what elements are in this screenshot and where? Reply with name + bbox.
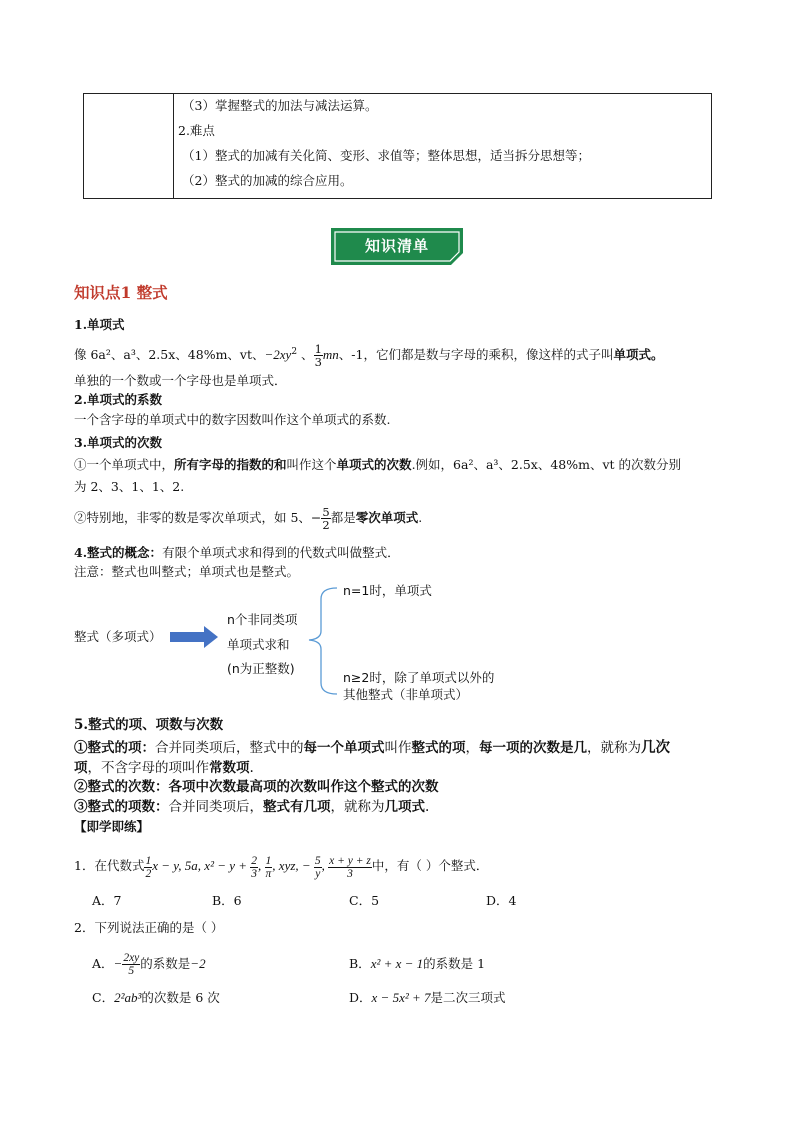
- text: 有限个单项式求和得到的代数式叫做整式．: [162, 545, 400, 560]
- term-bold: 零次单项式: [355, 510, 419, 525]
- table-row: 2.难点: [178, 123, 215, 138]
- paragraph: [74, 544, 400, 562]
- text: 是二次三项式: [430, 990, 506, 1005]
- diagram-case-top: n=1时，单项式: [343, 583, 432, 598]
- section-heading: 5.整式的项、项数与次数: [74, 717, 224, 733]
- term-bold: 所有字母的指数的和: [174, 457, 287, 472]
- section-heading: 1.单项式: [74, 317, 125, 332]
- diagram-left-label: 整式（多项式）: [74, 629, 162, 644]
- math-expr: 2²ab³: [114, 990, 142, 1005]
- question-2: 2．下列说法正确的是（ ）: [74, 920, 224, 935]
- text: 叫作: [384, 740, 412, 756]
- paragraph: [74, 739, 670, 757]
- paragraph: [74, 500, 422, 536]
- monomial-definition: [74, 339, 663, 369]
- term-bold: 单项式。: [613, 347, 664, 363]
- exponent: 2: [291, 347, 298, 357]
- text: 像 6a²、a³、2.5x、48%m、vt、: [74, 347, 265, 363]
- option: D．4: [486, 893, 517, 908]
- denominator: 2: [322, 518, 330, 532]
- math-expr: −2xy: [264, 347, 292, 363]
- option-label: D．: [349, 990, 372, 1005]
- term-bold: 整式的项: [411, 740, 466, 756]
- section-heading: 4.整式的概念：: [74, 545, 163, 560]
- paragraph: [74, 798, 429, 816]
- paragraph: [74, 759, 254, 777]
- math-expr: x − 5x² + 7: [371, 990, 431, 1005]
- question-tail: 中，有（ ）个整式．: [371, 858, 489, 873]
- banner-title: 知识清单: [364, 237, 429, 255]
- question-1: [74, 848, 488, 884]
- text: .例如，6a²、a³、2.5x、48%m、vt 的次数分别: [411, 457, 682, 472]
- denominator: 5: [128, 965, 135, 977]
- math-expr: x² + x − 1: [370, 956, 424, 971]
- objectives-table: [83, 93, 712, 199]
- diagram-mid-line: n个非同类项: [227, 612, 298, 627]
- term-bold: 项: [74, 760, 88, 776]
- paragraph: 为 2、3、1、1、2.: [74, 479, 185, 494]
- term-bold: ②整式的次数：: [74, 779, 169, 795]
- fraction: [321, 506, 330, 531]
- term-bold: 单项式的次数: [336, 457, 412, 472]
- diagram-case-bottom: 其他整式（非单项式）: [343, 687, 469, 702]
- table-row: （2）整式的加减的综合应用。: [182, 173, 353, 188]
- text: ，: [465, 740, 479, 756]
- text: .: [425, 799, 430, 815]
- option: [349, 955, 485, 973]
- numerator: 1: [314, 342, 322, 357]
- question-lead: 1．在代数式: [74, 858, 145, 873]
- term-bold: 整式有几项: [263, 799, 331, 815]
- term-bold: 每一个单项式: [303, 740, 385, 756]
- option: [92, 989, 220, 1007]
- term-bold: ③整式的项数：: [74, 799, 169, 815]
- option-label: B．: [349, 956, 371, 971]
- text: ①一个单项式中，: [74, 457, 175, 472]
- arrow-right-icon: [170, 625, 220, 649]
- option: A．− $\frac{2xy}{5}$ 的系数是−2: [92, 952, 206, 977]
- text: 合并同类项后，: [168, 799, 263, 815]
- text: 、: [301, 347, 314, 363]
- math-expr: −2: [190, 956, 206, 971]
- paragraph: [74, 456, 681, 474]
- option: [349, 989, 506, 1007]
- option: A．7: [92, 893, 122, 908]
- paragraph: 单独的一个数或一个字母也是单项式．: [74, 373, 287, 388]
- text: 的次数是 6 次: [141, 990, 220, 1005]
- text: ，不含字母的项叫作: [87, 760, 209, 776]
- math-expr: mn: [322, 347, 339, 363]
- term-bold: 常数项: [209, 760, 250, 776]
- term-bold: ①整式的项：: [74, 740, 155, 756]
- text: 叫作这个: [286, 457, 337, 472]
- paragraph: 注意：整式也叫整式；单项式也是整式。: [74, 564, 300, 579]
- term-bold: 几项式: [384, 799, 425, 815]
- text: ②特别地，非零的数是零次单项式，如 5、−: [74, 510, 322, 525]
- denominator: 3: [314, 355, 322, 370]
- text: 、-1，它们都是数与字母的乘积，像这样的式子叫: [338, 347, 614, 363]
- text: .: [249, 760, 254, 776]
- section-heading: 2.单项式的系数: [74, 392, 163, 407]
- text: 的系数是 1: [423, 956, 486, 971]
- diagram-mid-line: (n为正整数): [227, 661, 295, 676]
- option-label: A．: [92, 956, 114, 971]
- table-row: （1）整式的加减有关化简、变形、求值等；整体思想，适当拆分思想等；: [182, 148, 590, 163]
- term-bold: 每一项的次数是几: [479, 740, 587, 756]
- section-banner: [331, 228, 463, 265]
- paragraph: 一个含字母的单项式中的数字因数叫作这个单项式的系数.: [74, 412, 391, 427]
- text: ，就称为: [587, 740, 641, 756]
- diagram-case-bottom: n≥2时，除了单项式以外的: [343, 670, 495, 685]
- fraction: [314, 343, 323, 368]
- fraction: [122, 952, 140, 977]
- term-bold: 几次: [641, 739, 670, 756]
- section-heading: 3.单项式的次数: [74, 435, 163, 450]
- paragraph: [74, 778, 439, 796]
- knowledge-point-title: 知识点1 整式: [74, 283, 168, 302]
- numerator: 5: [322, 505, 330, 519]
- table-column-divider: [173, 94, 174, 198]
- text: ，就称为: [330, 799, 385, 815]
- text: .: [418, 510, 423, 525]
- option: C．5: [349, 893, 380, 908]
- option: B．6: [212, 893, 242, 908]
- practice-label: 【即学即练】: [74, 819, 150, 834]
- text: 的系数是: [140, 956, 191, 971]
- numerator: 2xy: [123, 952, 140, 964]
- diagram-mid-line: 单项式求和: [227, 637, 290, 652]
- brace-icon: [305, 585, 341, 697]
- text: 合并同类项后，整式中的: [155, 740, 304, 756]
- expression-list: $\frac{1}{2}$ x − y, 5a, x² − y + $\frac{2}{3}$ , $\frac{1}{\pi}$ , xyz, − $\frac{5}{y}$ , $\frac{x + y + z}{3}$: [145, 854, 371, 880]
- option-label: C．: [92, 990, 115, 1005]
- table-row: （3）掌握整式的加法与减法运算。: [182, 98, 378, 113]
- term-bold: 各项中次数最高项的次数叫作这个整式的次数: [168, 779, 439, 795]
- text: 都是: [330, 510, 356, 525]
